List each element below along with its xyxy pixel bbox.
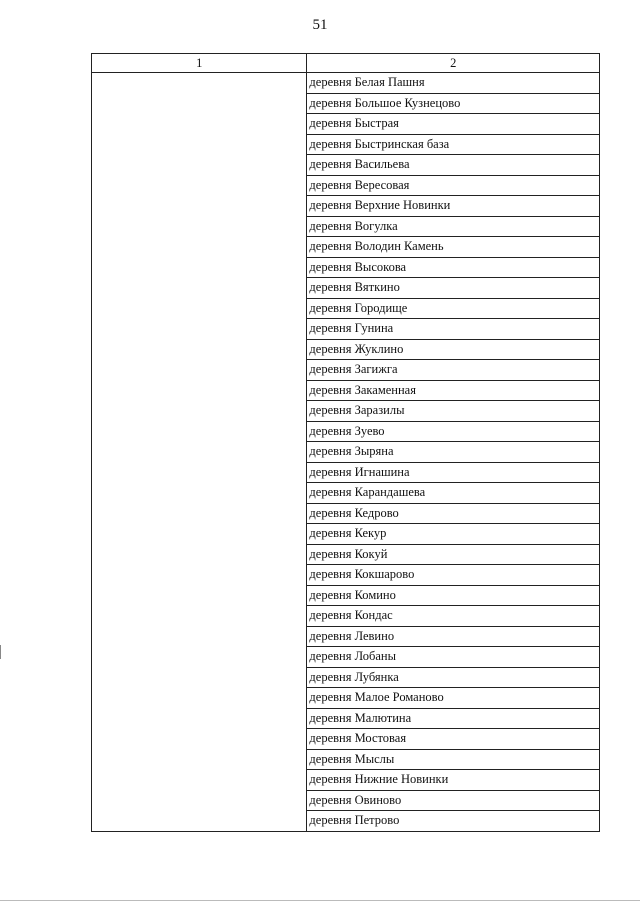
- settlement-name-cell: деревня Нижние Новинки: [307, 770, 600, 791]
- settlement-name-cell: деревня Вяткино: [307, 278, 600, 299]
- settlements-table: [91, 53, 600, 832]
- settlement-name-cell: деревня Овиново: [307, 790, 600, 811]
- settlement-name-cell: деревня Быстринская база: [307, 134, 600, 155]
- settlement-name-cell: деревня Володин Камень: [307, 237, 600, 258]
- settlement-name-cell: деревня Зыряна: [307, 442, 600, 463]
- settlement-name-cell: деревня Городище: [307, 298, 600, 319]
- column-1-merged-cell: [92, 73, 307, 832]
- settlement-name-cell: деревня Мыслы: [307, 749, 600, 770]
- settlement-name-cell: деревня Васильева: [307, 155, 600, 176]
- settlement-name-cell: деревня Вересовая: [307, 175, 600, 196]
- settlement-name-cell: деревня Закаменная: [307, 380, 600, 401]
- settlement-name-cell: деревня Высокова: [307, 257, 600, 278]
- settlement-name-cell: деревня Верхние Новинки: [307, 196, 600, 217]
- settlement-name-cell: деревня Лубянка: [307, 667, 600, 688]
- settlement-name-cell: деревня Малое Романово: [307, 688, 600, 709]
- table-body: [92, 73, 600, 832]
- settlement-name-cell: деревня Быстрая: [307, 114, 600, 135]
- column-header-1: 1: [92, 54, 307, 73]
- page-number: 51: [312, 17, 328, 33]
- settlement-name-cell: деревня Вогулка: [307, 216, 600, 237]
- settlement-name-cell: деревня Петрово: [307, 811, 600, 832]
- settlement-name-cell: деревня Игнашина: [307, 462, 600, 483]
- settlement-name-cell: деревня Мостовая: [307, 729, 600, 750]
- settlement-name-cell: деревня Жуклино: [307, 339, 600, 360]
- settlement-name-cell: деревня Кокуй: [307, 544, 600, 565]
- table-row: [92, 73, 600, 94]
- settlement-name-cell: деревня Кокшарово: [307, 565, 600, 586]
- settlement-name-cell: деревня Кекур: [307, 524, 600, 545]
- settlement-name-cell: деревня Заразилы: [307, 401, 600, 422]
- settlement-name-cell: деревня Левино: [307, 626, 600, 647]
- settlement-name-cell: деревня Загижга: [307, 360, 600, 381]
- settlement-name-cell: деревня Лобаны: [307, 647, 600, 668]
- settlement-name-cell: деревня Комино: [307, 585, 600, 606]
- settlement-name-cell: деревня Кондас: [307, 606, 600, 627]
- settlement-name-cell: деревня Гунина: [307, 319, 600, 340]
- scan-edge-mark: [0, 645, 1, 659]
- table-header-row: [92, 54, 600, 73]
- settlement-name-cell: деревня Белая Пашня: [307, 73, 600, 94]
- settlement-name-cell: деревня Кедрово: [307, 503, 600, 524]
- page-bottom-rule: [0, 900, 640, 901]
- settlement-name-cell: деревня Карандашева: [307, 483, 600, 504]
- column-header-2: 2: [307, 54, 600, 73]
- settlement-name-cell: деревня Большое Кузнецово: [307, 93, 600, 114]
- settlement-name-cell: деревня Зуево: [307, 421, 600, 442]
- settlement-name-cell: деревня Малютина: [307, 708, 600, 729]
